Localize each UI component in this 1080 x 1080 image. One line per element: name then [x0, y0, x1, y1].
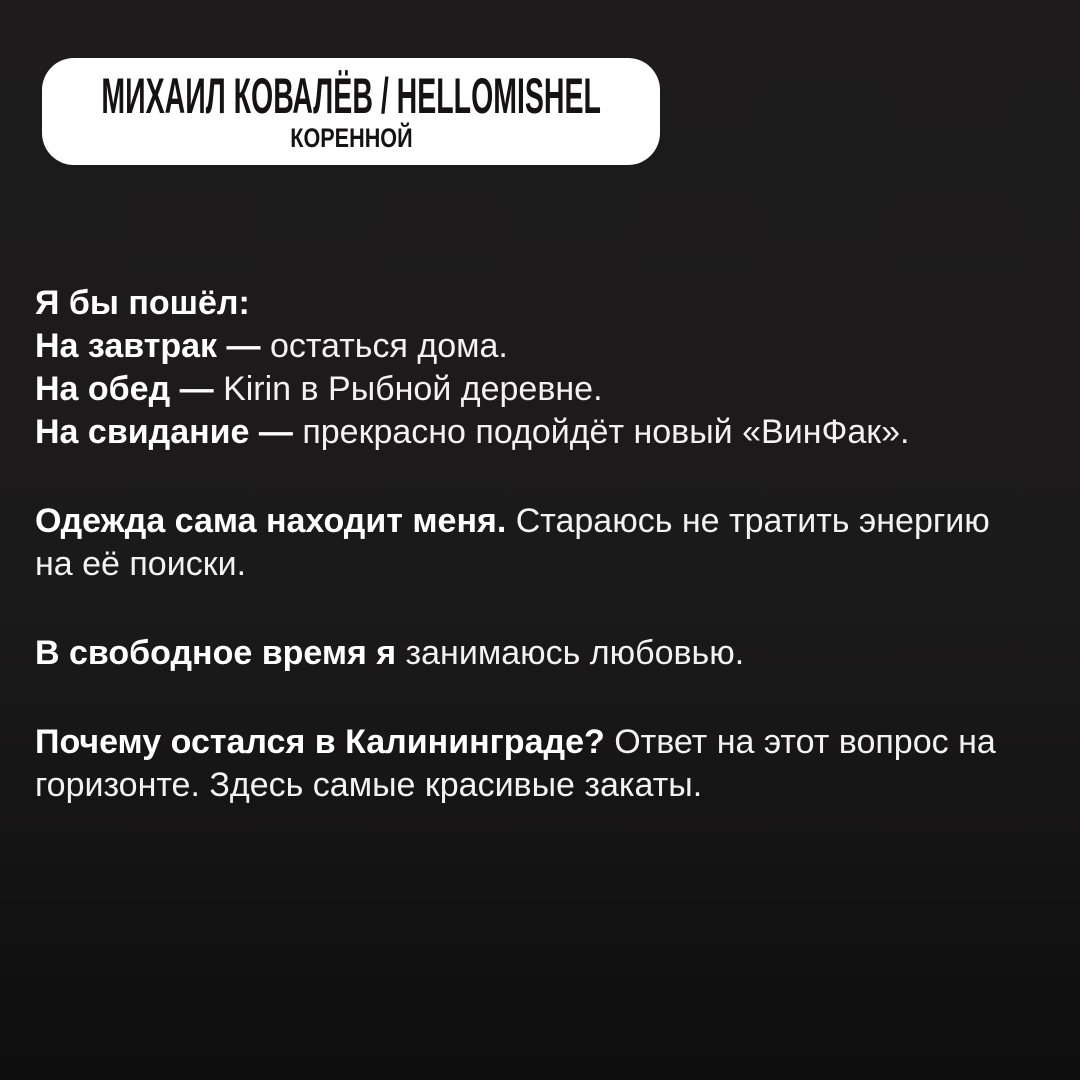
paragraph-clothes-rest: Стараюсь не тратить энергию на её поиски.: [35, 502, 990, 583]
paragraph-intro: [35, 282, 1020, 454]
intro-line-4: [35, 411, 1020, 454]
author-badge: [42, 58, 660, 165]
intro-line-1-bold: Я бы пошёл:: [35, 284, 250, 322]
paragraph-free-time-bold: В свободное время я: [35, 634, 397, 672]
intro-line-1: [35, 282, 1020, 325]
paragraph-kaliningrad-rest: Ответ на этот вопрос на горизонте. Здесь самые красивые закаты.: [35, 723, 996, 804]
intro-line-3-rest: Kirin в Рыбной деревне.: [213, 370, 603, 408]
author-subtitle: КОРЕННОЙ: [289, 122, 413, 153]
intro-line-2-bold: На завтрак —: [35, 327, 261, 365]
paragraph-clothes-bold: Одежда сама находит меня.: [35, 502, 507, 540]
paragraph-kaliningrad: [35, 721, 1020, 807]
paragraph-free-time-rest: занимаюсь любовью.: [396, 634, 745, 672]
intro-line-4-bold: На свидание —: [35, 413, 293, 451]
intro-line-2: [35, 325, 1020, 368]
intro-line-2-rest: остаться дома.: [260, 327, 508, 365]
intro-line-3-bold: На обед —: [35, 370, 214, 408]
paragraph-clothes: [35, 500, 1020, 586]
intro-line-3: [35, 368, 1020, 411]
author-name: МИХАИЛ КОВАЛЁВ / HELLOMISHEL: [101, 67, 601, 124]
paragraph-kaliningrad-bold: Почему остался в Калининграде?: [35, 723, 605, 761]
paragraph-free-time: [35, 632, 1020, 675]
intro-line-4-rest: прекрасно подойдёт новый «ВинФак».: [292, 413, 910, 451]
post-text: [35, 282, 1020, 853]
